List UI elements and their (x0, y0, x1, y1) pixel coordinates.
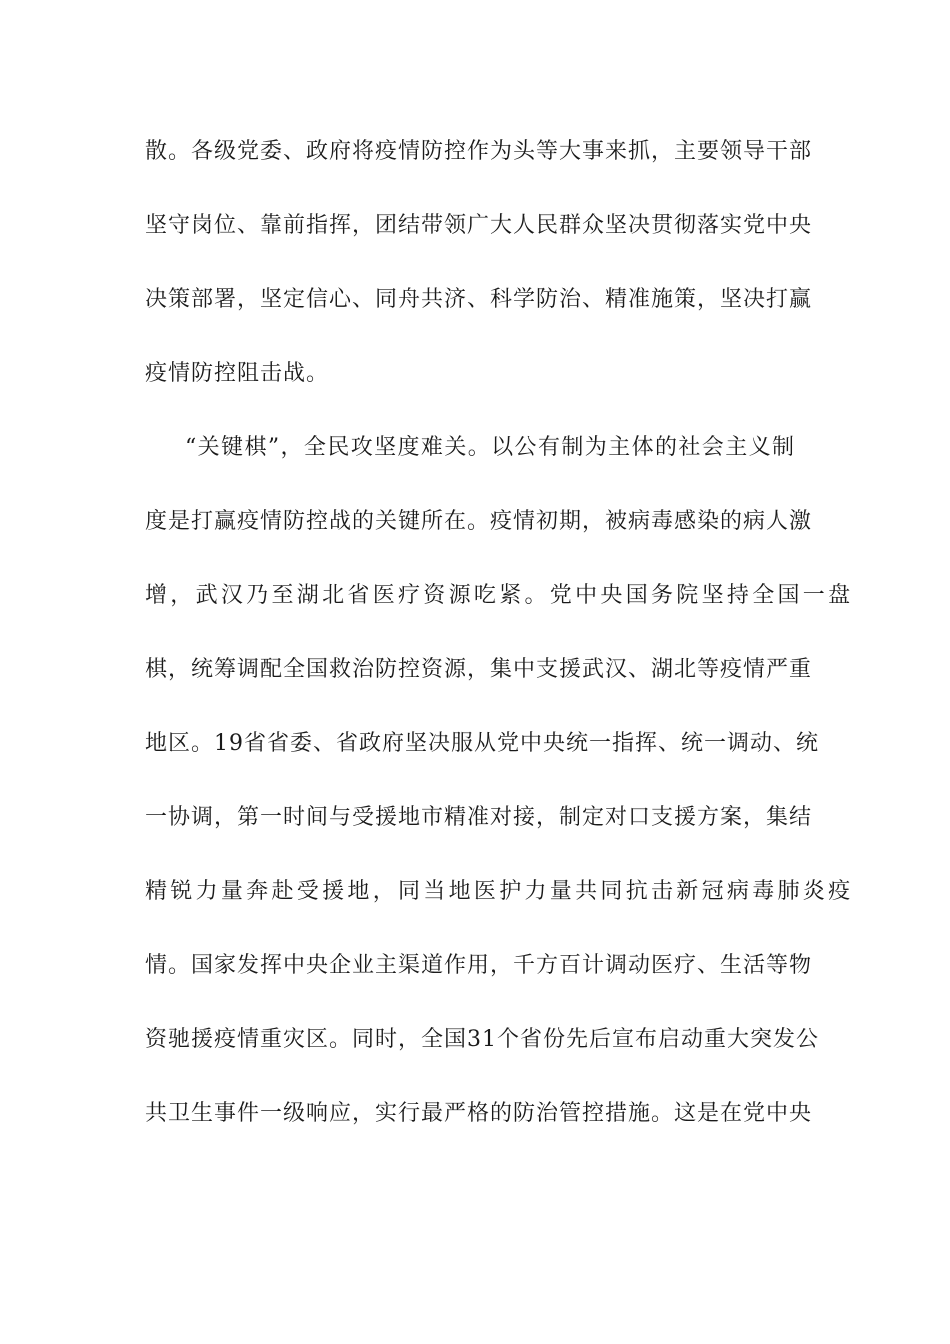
text-line: 棋，统筹调配全国救治防控资源，集中支援武汉、湖北等疫情严重 (145, 657, 813, 682)
text-line: 疫情防控阻击战。 (145, 361, 330, 386)
text-line: 坚守岗位、靠前指挥，团结带领广大人民群众坚决贯彻落实党中央 (145, 213, 813, 238)
text-line: 地区。19省省委、省政府坚决服从党中央统一指挥、统一调动、统 (145, 731, 819, 756)
text-line: 精锐力量奔赴受援地，同当地医护力量共同抗击新冠病毒肺炎疫 (145, 879, 854, 904)
text-line: 一协调，第一时间与受援地市精准对接，制定对口支援方案，集结 (145, 805, 813, 830)
text-line: 共卫生事件一级响应，实行最严格的防治管控措施。这是在党中央 (145, 1101, 813, 1126)
text-line: 增，武汉乃至湖北省医疗资源吃紧。党中央国务院坚持全国一盘 (145, 583, 854, 608)
text-line: 决策部署，坚定信心、同舟共济、科学防治、精准施策，坚决打赢 (145, 287, 813, 312)
text-line: 散。各级党委、政府将疫情防控作为头等大事来抓，主要领导干部 (145, 139, 813, 164)
text-line: 度是打赢疫情防控战的关键所在。疫情初期，被病毒感染的病人激 (145, 509, 813, 534)
paragraph-first-line: “关键棋”，全民攻坚度难关。以公有制为主体的社会主义制 (185, 435, 795, 460)
text-line: 情。国家发挥中央企业主渠道作用，千方百计调动医疗、生活等物 (145, 953, 813, 978)
text-line: 资驰援疫情重灾区。同时，全国31个省份先后宣布启动重大突发公 (145, 1027, 819, 1052)
